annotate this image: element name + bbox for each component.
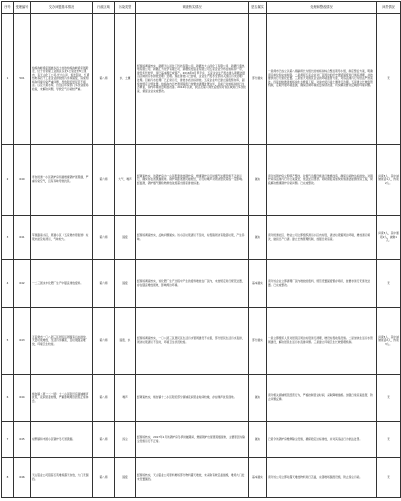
- cell-account: 问责3人，其中通报2人，诫勉1人。: [377, 216, 401, 260]
- cell-handle: 责令该企业立即清理厂区内堆放的废料，规范设置固废暂存场所，按要求进行无害化处置。已完成整改。: [267, 260, 377, 308]
- cell-issue: 军垦路南小区，原属小区（五家渠市原街道）垃圾未能及时清运，气味较大。: [31, 216, 93, 260]
- cell-issue: 奇台街道一小区锅炉房所属燃煤锅炉冒黑烟，严重污染空气，且有异味导致扰民。: [31, 145, 93, 216]
- cell-id: 501: [14, 14, 31, 145]
- cell-handle: 一是师市已成立以第八师副师长为组长的柏杨沟综合整治领导小组，制定整治方案，明确责任单位和完成时限。二是督促五家企业对厂区周边的历史遗留固废进行彻底清理，并按要求进行无害化处置。三是加大对园区企业的环境监管力度，对违法排污行为依法严肃查处。四是加快推进柏杨沟生态修复工程，对沟内受污染土壤进行治理。五是建立长效监管机制，定期开展环境监测，确保区域环境质量持续改善，切实解决群众反映的环境问题。: [267, 14, 377, 145]
- cell-region: 第六师: [93, 216, 115, 260]
- cell-truth: 基本属实: [249, 260, 267, 308]
- cell-check: 经调查核实，炮台镇十二小区附近部分商铺夜间营业时间较晚，存在噪声扰民现象。: [136, 375, 249, 422]
- cell-id: 642: [14, 260, 31, 308]
- table-row: [2, 422, 401, 458]
- cell-account: 无: [377, 458, 401, 498]
- cell-no: 6: [2, 375, 14, 422]
- cell-type: 固废: [115, 216, 136, 260]
- complaint-table: [1, 1, 401, 498]
- cell-type: 大气、噪声: [115, 145, 136, 216]
- cell-handle: 已责令该锅炉房维修除尘设施，确保稳定达标排放，并对其违法行为依法处罚。: [267, 422, 377, 458]
- cell-truth: 属实: [249, 375, 267, 422]
- cell-issue: 天山铝业公司铝锭石英堆场露天存放，大门无围挡。: [31, 458, 93, 498]
- cell-account: 问责5人，其中诫勉谈话2人，约谈3人。: [377, 308, 401, 375]
- cell-type: 噪声: [115, 375, 136, 422]
- cell-id: 640: [14, 145, 31, 216]
- cell-issue: 五家渠市一〇八团三区居民区周围有污水排放，大量垃圾堆放，生活污水横流，且垃圾随意堆放，环境卫生较差。: [31, 308, 93, 375]
- header-issue: 交办问题基本情况: [31, 2, 93, 14]
- cell-account: 问责3人，其中诫勉谈话1人，约谈2人。: [377, 145, 401, 216]
- cell-no: 8: [2, 458, 14, 498]
- cell-id: 645: [14, 422, 31, 458]
- cell-truth: 部分属实: [249, 308, 267, 375]
- cell-truth: 属实: [249, 216, 267, 260]
- cell-no: 4: [2, 260, 14, 308]
- cell-account: 无: [377, 422, 401, 458]
- cell-truth: 部分属实: [249, 14, 267, 145]
- header-region: 行政区域: [93, 2, 115, 14]
- cell-no: 3: [2, 216, 14, 260]
- header-id: 受理编号: [14, 2, 31, 14]
- cell-check: 经现场调查核实，新疆天山河化工科技有限公司、新疆光大山河化工有限公司、新疆红盾热电有限公司、新疆汇力化学有限公司、新疆恒发铝业有限公司五家企业分布在柏杨沟一带，建设年代较早，现已基本搬迁或停产。2016年6月甲辛乡，五家企业生产废水排入新疆北塔山区域的污水排放处理厂处理。现在排放口已封堵，企业生产废水全部进入园区污水处理厂处理。目前污水处理厂已正常运行，排放水质达标排放。五家企业均已建立固废暂存库，固废按规定合规处置。柏杨沟内历史遗留固废已按要求清理处置完毕，目前已对柏杨沟进行生态修复，沟内环境质量明显改善。2014年以来，我区及第八师先后组织对该区域进行多次检查，督促企业完成整改。: [136, 14, 249, 145]
- table-row: [2, 308, 401, 375]
- cell-check: 经现场调查核实，反映问题属实。该小区垃圾清运不及时，垃圾箱周边有散落垃圾，产生异味。: [136, 216, 249, 260]
- cell-region: 第八师: [93, 375, 115, 422]
- cell-issue: 炮台镇（原一二一团）十二小区附近有商铺噪声扰民，夜间营业较晚，严重影响周边居民正常休息。: [31, 375, 93, 422]
- cell-handle: 责令街道社区、物业公司立即组织清运小区内垃圾，清洁垃圾箱周边环境，增加清运频次，做到日产日清。建立长效管理机制，加强日常巡查。: [267, 216, 377, 260]
- table-row: [2, 216, 401, 260]
- cell-check: 经现场调查核实，该化肥厂生产过程中产生的废料堆放在厂区内，未按规定进行规范处置，存在随意堆放现象，影响周边环境。: [136, 260, 249, 308]
- cell-no: 1: [2, 14, 14, 145]
- header-truth: 是否属实: [249, 2, 267, 14]
- cell-truth: 基本属实: [249, 458, 267, 498]
- cell-no: 2: [2, 145, 14, 216]
- cell-no: 5: [2, 308, 14, 375]
- cell-handle: 一是立即组织人员对居民区周边垃圾进行清理，增设垃圾收集设施。二是加快生活污水管网建设，解决居民生活污水直排问题。三是建立环境卫生长效管理机制。: [267, 308, 377, 375]
- cell-region: 第八师: [93, 458, 115, 498]
- table-row: [2, 145, 401, 216]
- table-row: [2, 14, 401, 145]
- table-row: [2, 375, 401, 422]
- cell-no: 7: [2, 422, 14, 458]
- header-check: 调查核实情况: [136, 2, 249, 14]
- header-handle: 处理和整改情况: [267, 2, 377, 14]
- table-header-row: [2, 2, 401, 14]
- cell-type: 固废、水: [115, 308, 136, 375]
- cell-region: 第六师: [93, 260, 115, 308]
- header-account: 问责情况: [377, 2, 401, 14]
- cell-handle: 责令该公司立即对露天堆放物料进行苫盖，完善堆场围挡设施，防止扬尘污染。: [267, 458, 377, 498]
- cell-account: 无: [377, 14, 401, 145]
- cell-check: 经调查核实，该锅炉房为一小区配套供热锅炉房，燃煤锅炉运行时烟气处理设施不正常运行，确实存在冒黑烟现象。锅炉房距离居民楼较近，运行时噪声对周边居民造成一定影响。经监测，锅炉烟气颗粒物排放浓度超出国家排放标准。: [136, 145, 249, 216]
- cell-type: 固废: [115, 458, 136, 498]
- cell-check: 经现场核实，天山铝业公司原料堆场部分物料露天堆放，未采取有效苫盖措施，堆场大门处未设置围挡。: [136, 458, 249, 498]
- cell-account: 无: [377, 375, 401, 422]
- cell-region: 第八师: [93, 422, 115, 458]
- cell-region: 第六师: [93, 308, 115, 375]
- cell-check: 经现场核实，2017年1月该锅炉房冬季供暖期间，燃煤锅炉出现冒黑烟现象，主要原因为除尘设施运行不正常。: [136, 422, 249, 458]
- cell-region: 第六师: [93, 145, 115, 216]
- cell-id: 643: [14, 308, 31, 375]
- cell-account: 无: [377, 260, 401, 308]
- cell-issue: 柏杨沟畔梁家园族乡四十村的柏杨沟畔梁家园附近，位于甘泉煤工业园区以北1公里处约5公里内，有天山化工公司,光大山河，恒发铝业，红盾热电等若干工业企业排放的污水和固废，造成柏杨沟环境污染严重问题，导致附近居民苦不堪言。以及大黄水库，自治区环保部门多次到现场检查，未解决问题，导致空气污染较严重。: [31, 14, 93, 145]
- cell-type: 水、土壤: [115, 14, 136, 145]
- cell-handle: 责令相关商铺规范经营行为，严格控制营业时间，采取降噪措施。加强日常巡查监管，防止问题反弹。: [267, 375, 377, 422]
- cell-id: 644: [14, 375, 31, 422]
- cell-region: 第八师: [93, 14, 115, 145]
- cell-type: 扬尘: [115, 422, 136, 458]
- cell-type: 固废: [115, 260, 136, 308]
- cell-handle: 责令该锅炉房立即停产整改，对烟气治理设施进行维修改造，确保污染物达标排放。对锅炉房违法排污行为立案查处，依法处以罚款。同时督促其加快实施清洁能源改造工程，彻底解决燃煤锅炉污染问题。已完成整改。: [267, 145, 377, 216]
- cell-truth: 属实: [249, 422, 267, 458]
- header-no: 序号: [2, 2, 14, 14]
- table-row: [2, 458, 401, 498]
- cell-issue: 一二三团永丰化肥厂生产中随意排放废料。: [31, 260, 93, 308]
- cell-check: 经现场调查核实，一〇八团三区居民区生活污水管网建设不完善，部分居民生活污水直排，周边垃圾清运不及时，环境卫生状况较差。: [136, 308, 249, 375]
- cell-id: 641: [14, 216, 31, 260]
- header-type: 污染类型: [115, 2, 136, 14]
- table-row: [2, 260, 401, 308]
- cell-truth: 属实: [249, 145, 267, 216]
- cell-id: 646: [14, 458, 31, 498]
- cell-issue: 东野镇和丰园小区锅炉冬天冒黑烟。: [31, 422, 93, 458]
